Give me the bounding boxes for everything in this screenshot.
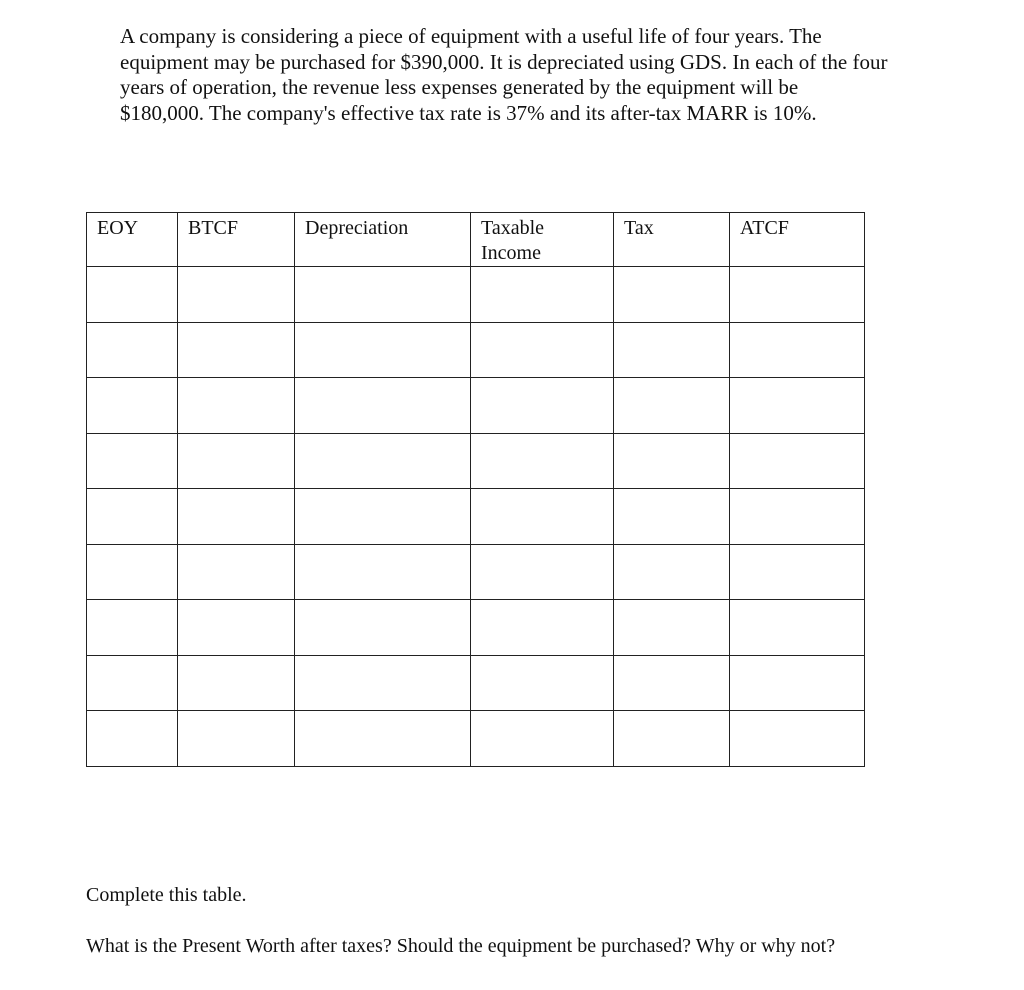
header-taxable-line2: Income — [481, 242, 541, 264]
cell-depreciation[interactable] — [295, 711, 471, 767]
cell-atcf[interactable] — [730, 267, 865, 323]
table-row — [87, 489, 865, 545]
cell-depreciation[interactable] — [295, 489, 471, 545]
cell-taxable-income[interactable] — [471, 544, 614, 600]
cash-flow-table-container — [86, 212, 864, 767]
cell-taxable-income[interactable] — [471, 378, 614, 434]
cell-eoy[interactable] — [87, 600, 178, 656]
cell-taxable-income[interactable] — [471, 711, 614, 767]
cell-eoy[interactable] — [87, 544, 178, 600]
cell-depreciation[interactable] — [295, 378, 471, 434]
cell-btcf[interactable] — [178, 433, 295, 489]
cell-tax[interactable] — [614, 433, 730, 489]
cell-tax[interactable] — [614, 322, 730, 378]
cell-depreciation[interactable] — [295, 433, 471, 489]
problem-line: $180,000. The company's effective tax rate is 37% and its after-tax MARR is 10%. — [120, 100, 817, 125]
table-row — [87, 544, 865, 600]
cell-btcf[interactable] — [178, 378, 295, 434]
cell-atcf[interactable] — [730, 600, 865, 656]
cash-flow-table — [86, 212, 865, 767]
cell-eoy[interactable] — [87, 433, 178, 489]
cell-taxable-income[interactable] — [471, 489, 614, 545]
cell-tax[interactable] — [614, 267, 730, 323]
instruction-question: What is the Present Worth after taxes? Should the equipment be purchased? Why or why not? — [86, 935, 836, 957]
cell-eoy[interactable] — [87, 655, 178, 711]
instruction-complete-table: Complete this table. — [86, 884, 247, 906]
cell-taxable-income[interactable] — [471, 655, 614, 711]
cell-eoy[interactable] — [87, 322, 178, 378]
table-row — [87, 267, 865, 323]
header-taxable-line1: Taxable — [481, 217, 545, 239]
header-depreciation: Depreciation — [295, 213, 471, 267]
cell-depreciation[interactable] — [295, 322, 471, 378]
cell-tax[interactable] — [614, 544, 730, 600]
header-tax: Tax — [614, 213, 730, 267]
header-atcf: ATCF — [730, 213, 865, 267]
cell-atcf[interactable] — [730, 433, 865, 489]
cell-taxable-income[interactable] — [471, 433, 614, 489]
table-row — [87, 600, 865, 656]
header-taxable-income — [471, 213, 614, 267]
cell-btcf[interactable] — [178, 711, 295, 767]
table-row — [87, 322, 865, 378]
cell-depreciation[interactable] — [295, 600, 471, 656]
problem-line: equipment may be purchased for $390,000. It is depreciated using GDS. In each of the four — [120, 49, 888, 74]
cell-btcf[interactable] — [178, 322, 295, 378]
cell-atcf[interactable] — [730, 544, 865, 600]
cell-tax[interactable] — [614, 489, 730, 545]
cell-atcf[interactable] — [730, 489, 865, 545]
header-row — [87, 213, 865, 267]
cell-btcf[interactable] — [178, 267, 295, 323]
table-body — [87, 267, 865, 767]
cell-taxable-income[interactable] — [471, 267, 614, 323]
table-row — [87, 711, 865, 767]
cell-btcf[interactable] — [178, 655, 295, 711]
cell-btcf[interactable] — [178, 600, 295, 656]
cell-depreciation[interactable] — [295, 655, 471, 711]
cell-taxable-income[interactable] — [471, 600, 614, 656]
cell-atcf[interactable] — [730, 655, 865, 711]
cell-atcf[interactable] — [730, 711, 865, 767]
table-row — [87, 655, 865, 711]
table-header — [87, 213, 865, 267]
cell-tax[interactable] — [614, 711, 730, 767]
cell-tax[interactable] — [614, 600, 730, 656]
cell-depreciation[interactable] — [295, 267, 471, 323]
cell-depreciation[interactable] — [295, 544, 471, 600]
cell-atcf[interactable] — [730, 378, 865, 434]
header-btcf: BTCF — [178, 213, 295, 267]
cell-eoy[interactable] — [87, 267, 178, 323]
table-row — [87, 378, 865, 434]
problem-statement — [120, 24, 950, 126]
problem-line: years of operation, the revenue less expenses generated by the equipment will be — [120, 75, 799, 99]
cell-btcf[interactable] — [178, 544, 295, 600]
cell-taxable-income[interactable] — [471, 322, 614, 378]
problem-line: A company is considering a piece of equipment with a useful life of four years. The — [120, 24, 822, 48]
cell-tax[interactable] — [614, 378, 730, 434]
cell-btcf[interactable] — [178, 489, 295, 545]
cell-tax[interactable] — [614, 655, 730, 711]
cell-eoy[interactable] — [87, 489, 178, 545]
table-row — [87, 433, 865, 489]
cell-atcf[interactable] — [730, 322, 865, 378]
cell-eoy[interactable] — [87, 378, 178, 434]
cell-eoy[interactable] — [87, 711, 178, 767]
header-eoy: EOY — [87, 213, 178, 267]
